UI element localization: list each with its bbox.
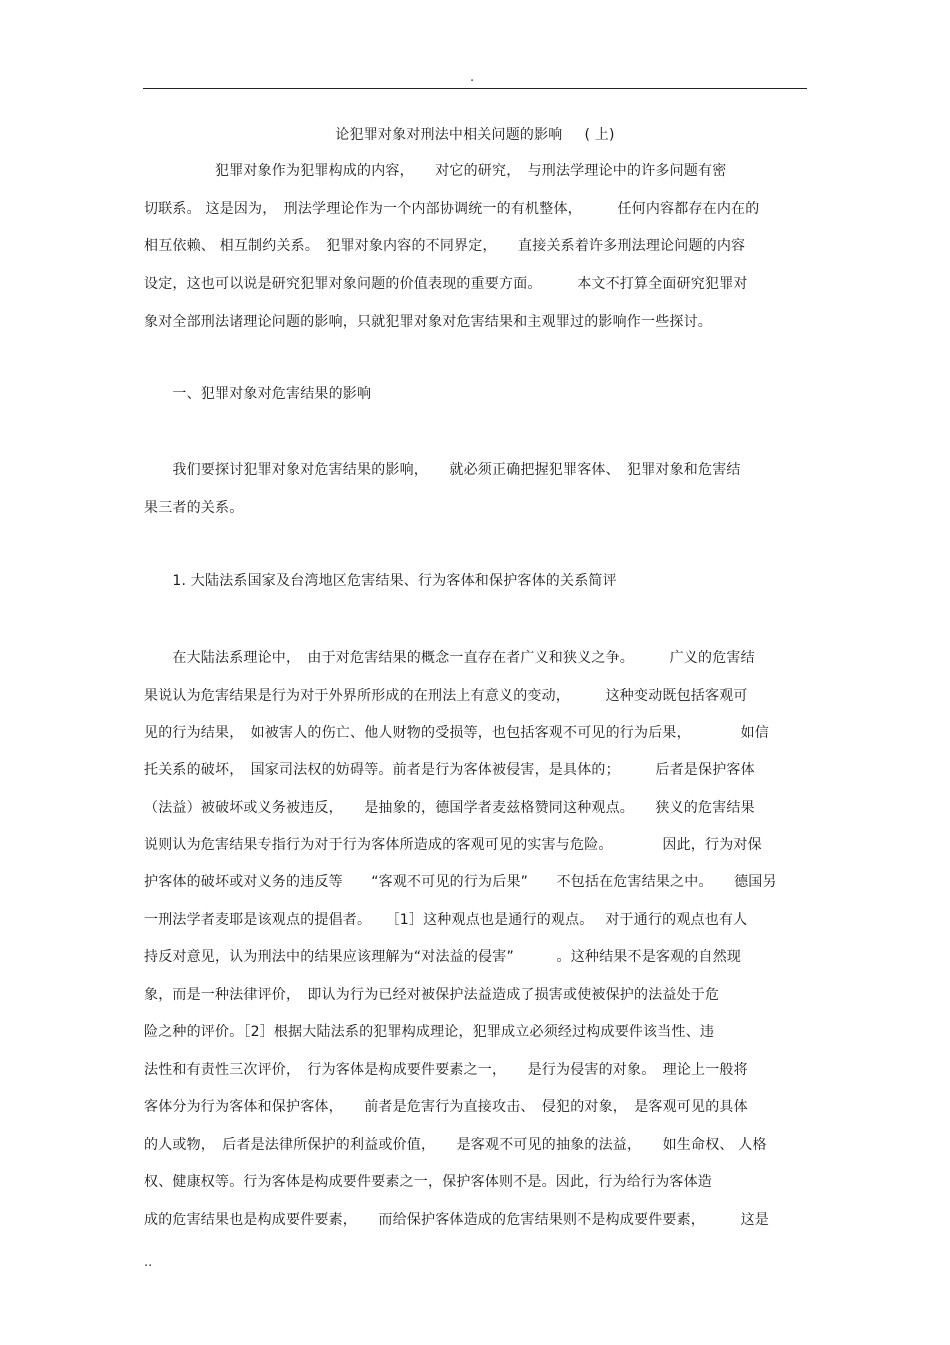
text-line: 象，而是一种法律评价， 即认为行为已经对被保护法益造成了损害或使被保护的法益处于危 (144, 987, 720, 1003)
header-rule (143, 88, 807, 89)
text-line: （法益）被破坏或义务被违反， 是抽象的，德国学者麦兹格赞同这种观点。 狭义的危害结果 (144, 800, 755, 816)
text-line: 在大陆法系理论中， 由于对危害结果的概念一直存在者广义和狭义之争。 广义的危害结 (144, 650, 755, 666)
text-line: 见的行为结果， 如被害人的伤亡、他人财物的受损等，也包括客观不可见的行为后果， 如信 (144, 725, 769, 741)
title-main: 论犯罪对象对刑法中相关问题的影响 (335, 127, 563, 143)
text-line: 法性和有责性三次评价， 行为客体是构成要件要素之一， 是行为侵害的对象。 理论上一般将 (144, 1062, 748, 1078)
page-title (0, 124, 950, 144)
footer-mark: .. (144, 1255, 153, 1270)
text-line: 护客体的破坏或对义务的违反等 “客观不可见的行为后果” 不包括在危害结果之中。 德国另 (144, 874, 777, 890)
text-line: 设定，这也可以说是研究犯罪对象问题的价值表现的重要方面。 本文不打算全面研究犯罪对 (144, 276, 748, 292)
text-line: 我们要探讨犯罪对象对危害结果的影响， 就必须正确把握犯罪客体、 犯罪对象和危害结 (144, 462, 741, 478)
text-line: 果三者的关系。 (144, 500, 244, 516)
text-line: 果说认为危害结果是行为对于外界所形成的在刑法上有意义的变动， 这种变动既包括客观可 (144, 688, 748, 704)
text-line: 说则认为危害结果专指行为对于行为客体所造成的客观可见的实害与危险。 因此，行为对保 (144, 837, 762, 853)
title-part: ( 上) (584, 127, 615, 143)
text-line: 客体分为行为客体和保护客体， 前者是危害行为直接攻击、 侵犯的对象， 是客观可见的具体 (144, 1099, 748, 1115)
text-line: 相互依赖、 相互制约关系。 犯罪对象内容的不同界定， 直接关系着许多刑法理论问题的内容 (144, 238, 746, 254)
text-line: 险之种的评价。［2］根据大陆法系的犯罪构成理论，犯罪成立必须经过构成要件该当性、违 (144, 1024, 715, 1040)
text-line: 一刑法学者麦耶是该观点的提倡者。 ［1］这种观点也是通行的观点。 对于通行的观点也有人 (144, 912, 748, 928)
text-line: 成的危害结果也是构成要件要素， 而给保护客体造成的危害结果则不是构成要件要素， 这是 (144, 1212, 769, 1228)
text-line: 的人或物， 后者是法律所保护的利益或价值， 是客观不可见的抽象的法益， 如生命权、 人格 (144, 1137, 767, 1153)
text-line: 持反对意见，认为刑法中的结果应该理解为“对法益的侵害” 。这种结果不是客观的自然现 (144, 949, 742, 965)
text-line: 一、犯罪对象对危害结果的影响 (144, 386, 372, 402)
text-line: 托关系的破坏， 国家司法权的妨碍等。前者是行为客体被侵害，是具体的； 后者是保护客体 (144, 762, 755, 778)
text-line: 切联系。 这是因为， 刑法学理论作为一个内部协调统一的有机整体， 任何内容都存在内在的 (144, 201, 760, 217)
text-line: 权、健康权等。行为客体是构成要件要素之一，保护客体则不是。因此，行为给行为客体造 (144, 1174, 712, 1190)
text-line: 1. 大陆法系国家及台湾地区危害结果、行为客体和保护客体的关系简评 (144, 573, 617, 589)
text-line: 象对全部刑法诸理论问题的影响，只就犯罪对象对危害结果和主观罪过的影响作一些探讨。 (144, 314, 712, 330)
header-mark: . (470, 70, 475, 85)
text-line: 犯罪对象作为犯罪构成的内容， 对它的研究， 与刑法学理论中的许多问题有密 (144, 163, 727, 179)
